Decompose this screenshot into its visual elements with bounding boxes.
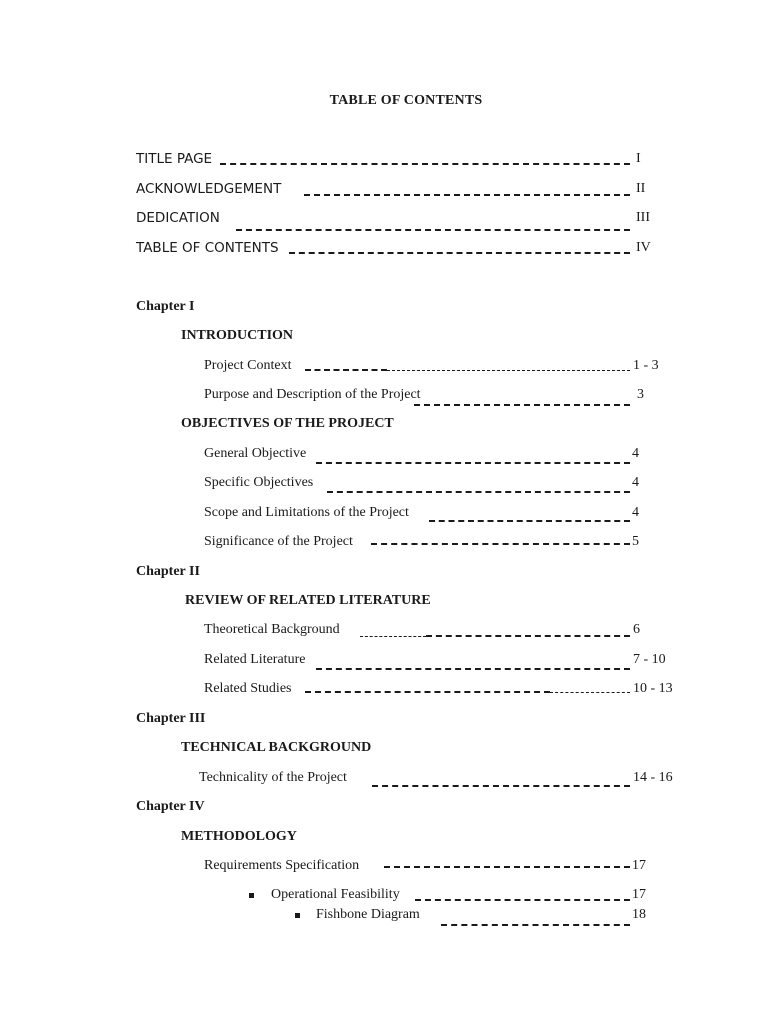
chapter-heading: Chapter III bbox=[136, 711, 206, 726]
toc-entry-label: Theoretical Background bbox=[204, 622, 340, 637]
toc-entry-page: 7 - 10 bbox=[633, 652, 666, 667]
toc-entry-page: 5 bbox=[632, 534, 639, 549]
section-heading: TECHNICAL BACKGROUND bbox=[181, 740, 372, 755]
toc-entry-page: 1 - 3 bbox=[633, 358, 659, 373]
toc-entry-label: Fishbone Diagram bbox=[316, 907, 420, 922]
toc-entry-page: III bbox=[636, 210, 650, 225]
section-heading: REVIEW OF RELATED LITERATURE bbox=[185, 593, 431, 608]
toc-entry-label: Related Literature bbox=[204, 652, 306, 667]
toc-entry-page: 17 bbox=[632, 858, 646, 873]
dot-leader bbox=[360, 636, 426, 637]
toc-entry-label: Purpose and Description of the Project bbox=[204, 387, 421, 402]
dot-leader bbox=[304, 194, 630, 196]
toc-entry-label: General Objective bbox=[204, 446, 307, 461]
toc-entry-label: Significance of the Project bbox=[204, 534, 353, 549]
toc-entry-page: 18 bbox=[632, 907, 646, 922]
toc-entry-label: ACKNOWLEDGEMENT bbox=[136, 181, 282, 197]
toc-entry-label: Requirements Specification bbox=[204, 858, 360, 873]
toc-entry-page: 4 bbox=[632, 505, 639, 520]
toc-entry-label: Specific Objectives bbox=[204, 475, 314, 490]
dot-leader bbox=[305, 369, 387, 371]
toc-entry-page: I bbox=[636, 151, 641, 166]
toc-entry-page: 6 bbox=[633, 622, 640, 637]
dot-leader bbox=[371, 543, 630, 545]
toc-entry-label: Related Studies bbox=[204, 681, 292, 696]
bullet-icon bbox=[295, 913, 300, 918]
dot-leader bbox=[384, 866, 630, 868]
toc-entry-page: 10 - 13 bbox=[633, 681, 673, 696]
toc-entry-page: 14 - 16 bbox=[633, 770, 673, 785]
dot-leader bbox=[289, 252, 630, 254]
toc-entry-page: 3 bbox=[637, 387, 644, 402]
dot-leader bbox=[441, 924, 630, 926]
toc-entry-label: Project Context bbox=[204, 358, 292, 373]
dot-leader bbox=[316, 462, 630, 464]
dot-leader bbox=[305, 691, 550, 693]
dot-leader bbox=[414, 404, 630, 406]
toc-entry-page: 4 bbox=[632, 475, 639, 490]
chapter-heading: Chapter IV bbox=[136, 799, 205, 814]
chapter-heading: Chapter II bbox=[136, 564, 200, 579]
toc-entry-label: Technicality of the Project bbox=[199, 770, 347, 785]
toc-entry-page: 4 bbox=[632, 446, 639, 461]
toc-entry-label: TABLE OF CONTENTS bbox=[136, 240, 279, 256]
dot-leader bbox=[426, 635, 630, 637]
dot-leader bbox=[415, 899, 630, 901]
toc-entry-label: TITLE PAGE bbox=[136, 151, 213, 167]
section-heading: OBJECTIVES OF THE PROJECT bbox=[181, 416, 394, 431]
dot-leader bbox=[550, 692, 630, 693]
dot-leader bbox=[372, 785, 630, 787]
dot-leader bbox=[236, 229, 630, 231]
dot-leader bbox=[316, 668, 630, 670]
dot-leader bbox=[220, 163, 630, 165]
bullet-icon bbox=[249, 893, 254, 898]
toc-entry-page: 17 bbox=[632, 887, 646, 902]
toc-entry-page: II bbox=[636, 181, 646, 196]
toc-entry-label: Operational Feasibility bbox=[271, 887, 400, 902]
toc-entry-label: Scope and Limitations of the Project bbox=[204, 505, 409, 520]
dot-leader bbox=[387, 370, 630, 371]
section-heading: INTRODUCTION bbox=[181, 328, 294, 343]
section-heading: METHODOLOGY bbox=[181, 829, 297, 844]
chapter-heading: Chapter I bbox=[136, 299, 195, 314]
dot-leader bbox=[327, 491, 630, 493]
toc-entry-page: IV bbox=[636, 240, 651, 255]
dot-leader bbox=[429, 520, 630, 522]
toc-title: TABLE OF CONTENTS bbox=[329, 93, 483, 108]
toc-entry-label: DEDICATION bbox=[136, 210, 220, 226]
